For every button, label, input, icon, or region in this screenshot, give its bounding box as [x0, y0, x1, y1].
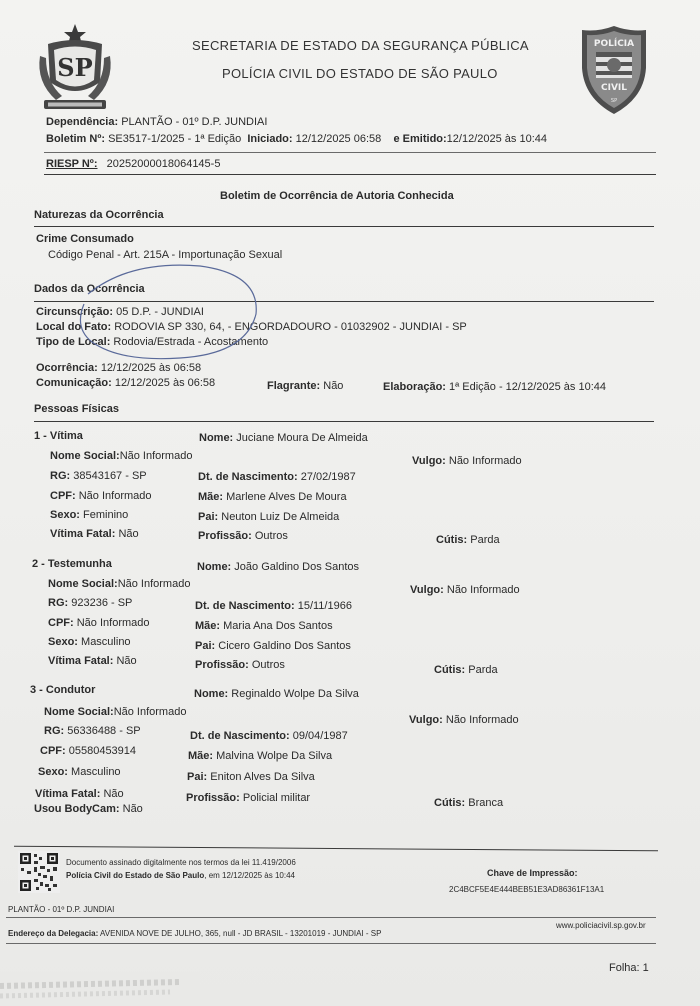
crime-consumado: Crime Consumado	[36, 233, 134, 245]
person-2-cpf	[48, 617, 150, 629]
pai-value: Neuton Luiz De Almeida	[221, 511, 340, 523]
comunicacao-line	[36, 377, 215, 389]
person-1-nome-social	[50, 450, 192, 462]
person-1-nascimento	[198, 471, 356, 483]
ocorrencia-line	[36, 362, 201, 374]
assinado-digitalmente: Documento assinado digitalmente nos termos da lei 11.419/2006	[66, 858, 296, 867]
local-fato-label: Local do Fato:	[36, 321, 112, 333]
rg-label: RG:	[50, 470, 71, 482]
rg-value: 923236 - SP	[71, 597, 133, 609]
nome-social-value: Não Informado	[117, 578, 191, 590]
vitima-fatal-label: Vítima Fatal:	[48, 655, 114, 667]
footer-site: www.policiacivil.sp.gov.br	[556, 921, 646, 930]
person-3-cutis	[434, 797, 503, 809]
rg-label: RG:	[48, 597, 69, 609]
nascimento-label: Dt. de Nascimento:	[190, 730, 290, 742]
sexo-value: Masculino	[81, 636, 131, 648]
sexo-label: Sexo:	[50, 509, 80, 521]
bodycam-label: Usou BodyCam:	[34, 803, 120, 815]
person-2-cutis	[434, 664, 498, 676]
svg-text:POLÍCIA: POLÍCIA	[593, 39, 635, 49]
person-1-cutis	[436, 534, 500, 546]
cutis-value: Parda	[470, 534, 500, 546]
pai-value: Eniton Alves Da Silva	[210, 771, 315, 783]
svg-text:SP: SP	[610, 98, 618, 104]
nome-social-label: Nome Social:	[48, 578, 118, 590]
person-2-nome-social	[48, 578, 190, 590]
person-1-role: 1 - Vítima	[34, 430, 83, 442]
person-2-role: 2 - Testemunha	[32, 558, 112, 570]
svg-text:CIVIL: CIVIL	[600, 83, 628, 93]
ocorrencia-label: Ocorrência:	[36, 362, 98, 374]
person-3-nascimento	[190, 730, 348, 742]
document-title: Boletim de Ocorrência de Autoria Conhecida	[220, 190, 454, 202]
person-2-sexo	[48, 636, 131, 648]
riesp-label: RIESP Nº:	[46, 158, 98, 170]
pai-value: Cicero Galdino Dos Santos	[218, 640, 351, 652]
sexo-value: Masculino	[71, 766, 121, 778]
flagrante-value: Não	[323, 380, 344, 392]
cpf-value: Não Informado	[76, 617, 150, 629]
cpf-label: CPF:	[40, 745, 66, 757]
pcesp-name: Polícia Civil do Estado de São Paulo	[66, 871, 205, 880]
vulgo-value: Não Informado	[448, 455, 522, 467]
mae-label: Mãe:	[195, 620, 221, 632]
cpf-label: CPF:	[50, 490, 76, 502]
mae-value: Maria Ana Dos Santos	[223, 620, 333, 632]
iniciado-value: 12/12/2025 06:58	[295, 133, 382, 145]
dependencia-label: Dependência:	[46, 116, 119, 128]
footer-rule-top	[14, 846, 658, 852]
sp-state-seal-icon	[34, 22, 116, 114]
person-3-profissao	[186, 792, 310, 804]
policia-civil-badge-icon	[578, 24, 650, 116]
iniciado-label: Iniciado:	[247, 133, 293, 145]
cutis-value: Branca	[468, 797, 504, 809]
person-2-nome	[197, 561, 359, 573]
vitima-fatal-value: Não	[116, 655, 137, 667]
nome-value: João Galdino Dos Santos	[234, 561, 360, 573]
dados-heading: Dados da Ocorrência	[34, 283, 145, 295]
cpf-label: CPF:	[48, 617, 74, 629]
pessoas-heading: Pessoas Físicas	[34, 403, 120, 415]
tipo-local-value: Rodovia/Estrada - Acostamento	[113, 336, 269, 348]
footer-rule	[6, 917, 656, 918]
section-rule	[34, 226, 654, 227]
profissao-label: Profissão:	[186, 792, 240, 804]
folha-number: Folha: 1	[609, 962, 649, 974]
person-1-nome	[199, 432, 368, 444]
person-2-profissao	[195, 659, 285, 671]
elaboracao-value: 1ª Edição - 12/12/2025 às 10:44	[449, 381, 606, 393]
chave-value: 2C4BCF5E4E444BEB51E3AD86361F13A1	[449, 885, 605, 894]
person-2-pai	[195, 640, 351, 652]
person-1-rg	[50, 470, 147, 482]
dependencia-line	[46, 116, 267, 128]
rg-value: 56336488 - SP	[67, 725, 141, 737]
pai-label: Pai:	[195, 640, 216, 652]
cutis-label: Cútis:	[434, 797, 466, 809]
header-secretaria: SECRETARIA DE ESTADO DA SEGURANÇA PÚBLICA	[192, 38, 529, 53]
dependencia-value: PLANTÃO - 01º D.P. JUNDIAI	[121, 116, 268, 128]
cpf-value: Não Informado	[78, 490, 152, 502]
profissao-value: Outros	[251, 659, 285, 671]
divider	[44, 174, 656, 175]
vitima-fatal-value: Não	[103, 788, 124, 800]
codigo-penal: Código Penal - Art. 215A - Importunação Sexual	[48, 249, 283, 261]
nascimento-value: 15/11/1966	[297, 600, 352, 612]
mae-value: Marlene Alves De Moura	[226, 491, 347, 503]
person-1-mae	[198, 491, 347, 503]
footer-rule-bottom	[6, 943, 656, 944]
nascimento-label: Dt. de Nascimento:	[195, 600, 295, 612]
flagrante-line	[267, 380, 343, 392]
person-3-vulgo	[409, 714, 519, 726]
local-fato-value: RODOVIA SP 330, 64, - ENGORDADOURO - 01032902 - JUNDIAI - SP	[114, 321, 467, 333]
footer-plantao: PLANTÃO - 01º D.P. JUNDIAI	[8, 905, 115, 914]
nascimento-value: 27/02/1987	[300, 471, 356, 483]
cpf-value: 05580453914	[68, 745, 137, 757]
flagrante-label: Flagrante:	[267, 380, 321, 392]
person-1-vulgo	[412, 455, 522, 467]
sexo-label: Sexo:	[38, 766, 68, 778]
person-2-rg	[48, 597, 132, 609]
rg-value: 38543167 - SP	[73, 470, 147, 482]
vulgo-label: Vulgo:	[410, 584, 444, 596]
vulgo-label: Vulgo:	[412, 455, 446, 467]
profissao-value: Policial militar	[242, 792, 311, 804]
person-2-mae	[195, 620, 333, 632]
bodycam-value: Não	[122, 803, 143, 815]
sexo-label: Sexo:	[48, 636, 78, 648]
circunscricao-value: 05 D.P. - JUNDIAI	[116, 306, 204, 318]
cutis-label: Cútis:	[434, 664, 466, 676]
elaboracao-line	[383, 381, 606, 393]
emitido-label: e Emitido:	[393, 133, 447, 145]
nome-value: Reginaldo Wolpe Da Silva	[231, 688, 359, 700]
cutis-value: Parda	[468, 664, 498, 676]
circunscricao-label: Circunscrição:	[36, 306, 114, 318]
assinatura-data: , em 12/12/2025 às 10:44	[204, 871, 295, 880]
person-3-cpf	[40, 745, 136, 757]
perforated-edge-decoration	[0, 972, 200, 1006]
nome-social-value: Não Informado	[119, 450, 193, 462]
mae-label: Mãe:	[198, 491, 224, 503]
person-2-vitima-fatal	[48, 655, 137, 667]
vulgo-label: Vulgo:	[409, 714, 443, 726]
riesp-line	[46, 158, 220, 170]
ocorrencia-value: 12/12/2025 às 06:58	[100, 362, 202, 374]
nascimento-label: Dt. de Nascimento:	[198, 471, 298, 483]
person-1-sexo	[50, 509, 128, 521]
chave-label: Chave de Impressão:	[487, 868, 578, 878]
person-3-pai	[187, 771, 315, 783]
boletim-value: SE3517-1/2025 - 1ª Edição	[108, 133, 242, 145]
svg-text:SP: SP	[57, 53, 93, 82]
vulgo-value: Não Informado	[445, 714, 519, 726]
person-3-sexo	[38, 766, 121, 778]
mae-value: Malvina Wolpe Da Silva	[216, 750, 333, 762]
nome-value: Juciane Moura De Almeida	[236, 432, 368, 444]
endereco-label: Endereço da Delegacia:	[8, 929, 99, 938]
assinatura-pcesp	[66, 871, 295, 880]
divider	[44, 152, 656, 153]
section-rule	[34, 421, 654, 422]
person-3-bodycam	[34, 803, 143, 815]
profissao-label: Profissão:	[198, 530, 252, 542]
person-1-vitima-fatal	[50, 528, 139, 540]
boletim-label: Boletim Nº:	[46, 133, 106, 145]
mae-label: Mãe:	[188, 750, 214, 762]
nome-label: Nome:	[197, 561, 232, 573]
person-1-profissao	[198, 530, 288, 542]
person-1-pai	[198, 511, 339, 523]
vitima-fatal-label: Vítima Fatal:	[35, 788, 101, 800]
cutis-label: Cútis:	[436, 534, 468, 546]
profissao-value: Outros	[254, 530, 288, 542]
boletim-line	[46, 133, 547, 145]
nome-label: Nome:	[199, 432, 234, 444]
emitido-value: 12/12/2025 às 10:44	[446, 133, 547, 145]
person-3-nome	[194, 688, 359, 700]
naturezas-heading: Naturezas da Ocorrência	[34, 209, 164, 221]
nome-social-label: Nome Social:	[50, 450, 120, 462]
pen-circle-annotation	[70, 258, 270, 368]
qr-code-icon	[18, 851, 60, 893]
person-1-cpf	[50, 490, 152, 502]
tipo-local-label: Tipo de Local:	[36, 336, 111, 348]
comunicacao-value: 12/12/2025 às 06:58	[114, 377, 216, 389]
pai-label: Pai:	[198, 511, 219, 523]
vitima-fatal-label: Vítima Fatal:	[50, 528, 116, 540]
nome-label: Nome:	[194, 688, 229, 700]
vulgo-value: Não Informado	[446, 584, 520, 596]
person-2-vulgo	[410, 584, 520, 596]
person-3-mae	[188, 750, 332, 762]
profissao-label: Profissão:	[195, 659, 249, 671]
nome-social-label: Nome Social:	[44, 706, 114, 718]
sexo-value: Feminino	[83, 509, 129, 521]
person-3-rg	[44, 725, 141, 737]
person-2-nascimento	[195, 600, 352, 612]
vitima-fatal-value: Não	[118, 528, 139, 540]
person-3-vitima-fatal	[35, 788, 124, 800]
header-policia-civil: POLÍCIA CIVIL DO ESTADO DE SÃO PAULO	[222, 66, 498, 81]
nome-social-value: Não Informado	[113, 706, 187, 718]
person-3-nome-social	[44, 706, 186, 718]
nascimento-value: 09/04/1987	[292, 730, 348, 742]
endereco-value: AVENIDA NOVE DE JULHO, 365, null - JD BRASIL - 13201019 - JUNDIAI - SP	[100, 929, 382, 938]
footer-endereco	[8, 929, 381, 938]
elaboracao-label: Elaboração:	[383, 381, 446, 393]
person-3-role: 3 - Condutor	[30, 684, 96, 696]
comunicacao-label: Comunicação:	[36, 377, 112, 389]
riesp-value: 20252000018064145-5	[106, 158, 221, 170]
pai-label: Pai:	[187, 771, 208, 783]
rg-label: RG:	[44, 725, 65, 737]
